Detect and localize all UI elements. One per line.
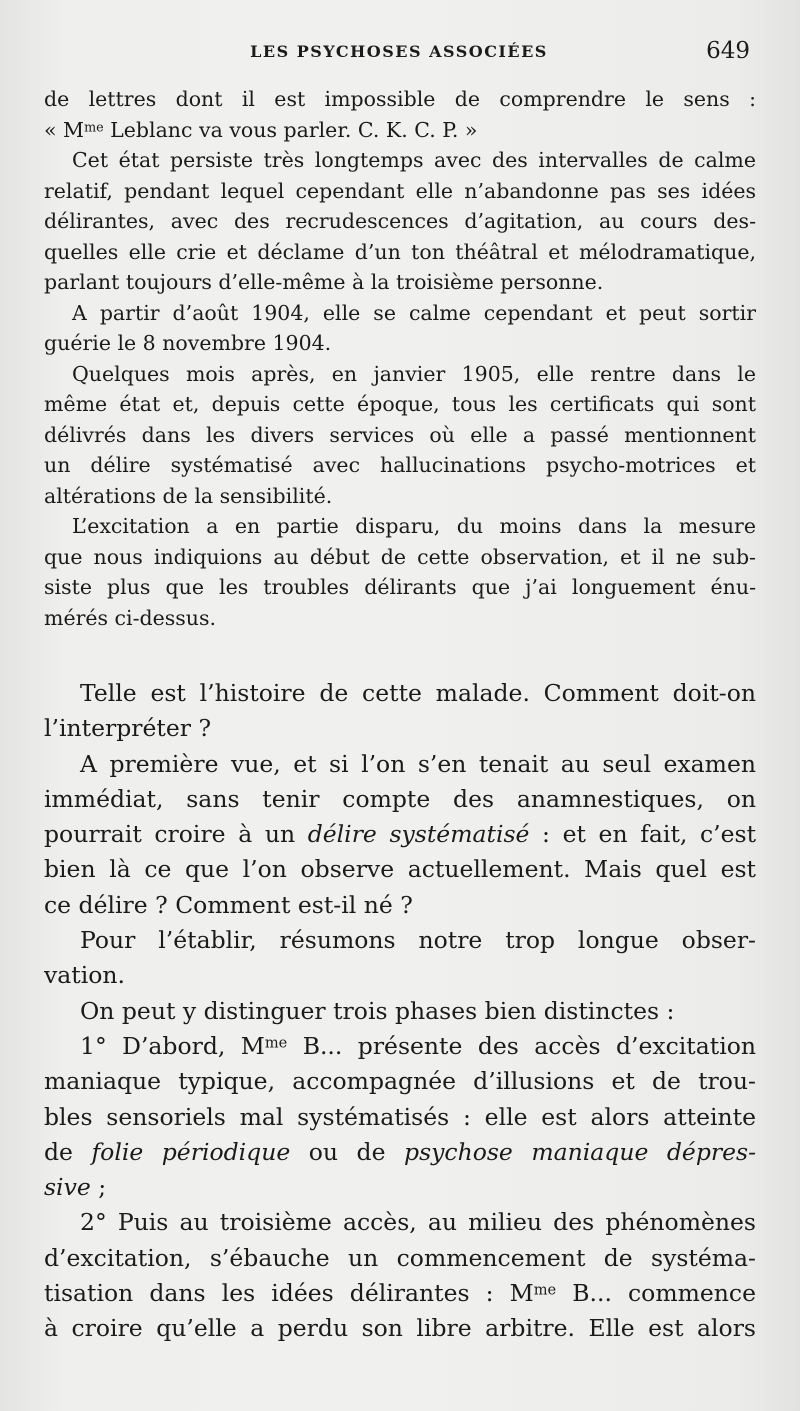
text-line: de folie périodique ou de psychose maniaque dépres- bbox=[44, 1137, 756, 1166]
text-line: bles sensoriels mal systématisés : elle est alors atteinte bbox=[44, 1102, 756, 1131]
running-head: LES PSYCHOSES ASSOCIÉES bbox=[250, 42, 548, 61]
text-line: A première vue, et si l’on s’en tenait au seul examen bbox=[80, 749, 756, 778]
text-line: quelles elle crie et déclame d’un ton théâtral et mélodramatique, bbox=[44, 239, 756, 264]
text-line: Cet état persiste très longtemps avec des intervalles de calme bbox=[72, 148, 756, 172]
text-line: même état et, depuis cette époque, tous les certificats qui sont bbox=[44, 392, 756, 416]
text-line: siste plus que les troubles délirants que j’ai longuement énu- bbox=[44, 575, 756, 599]
text-line: immédiat, sans tenir compte des anamnestiques, on bbox=[44, 784, 756, 813]
text-line: délirantes, avec des recrudescences d’agitation, au cours des- bbox=[44, 209, 756, 233]
text-line: l’interpréter ? bbox=[44, 714, 212, 743]
text-line: A partir d’août 1904, elle se calme cependant et peut sortir bbox=[72, 300, 756, 325]
text-line: d’excitation, s’ébauche un commencement de systéma- bbox=[44, 1243, 756, 1272]
text-line: un délire systématisé avec hallucinations psycho-motrices et bbox=[44, 453, 756, 477]
page-number: 649 bbox=[706, 38, 750, 64]
text-line: à croire qu’elle a perdu son libre arbitre. Elle est alors bbox=[44, 1314, 756, 1343]
text-line: bien là ce que l’on observe actuellement. Mais quel est bbox=[44, 855, 756, 884]
text-line: 2° Puis au troisième accès, au milieu des phénomènes bbox=[80, 1208, 756, 1237]
text-line: altérations de la sensibilité. bbox=[44, 483, 333, 508]
text-line: maniaque typique, accompagnée d’illusions et de trou- bbox=[44, 1067, 756, 1096]
text-line: ce délire ? Comment est-il né ? bbox=[44, 890, 413, 919]
text-line: de lettres dont il est impossible de comprendre le sens : bbox=[44, 87, 756, 111]
text-line: « $M^{me}$ Leblanc va vous parler. C. K. C. P. » bbox=[44, 117, 478, 142]
case-observation-text bbox=[44, 84, 756, 633]
text-line: parlant toujours d’elle-même à la troisième personne. bbox=[44, 270, 604, 294]
text-line: relatif, pendant lequel cependant elle n’abandonne pas ses idées bbox=[44, 178, 756, 203]
text-line: L’excitation a en partie disparu, du moins dans la mesure bbox=[72, 514, 756, 538]
text-line: sive ; bbox=[44, 1173, 107, 1202]
text-line: délivrés dans les divers services où elle a passé mentionnent bbox=[44, 422, 756, 447]
text-line: Telle est l’histoire de cette malade. Comment doit-on bbox=[80, 679, 756, 707]
text-line: Pour l’établir, résumons notre trop longue obser- bbox=[80, 926, 756, 955]
text-line: que nous indiquions au début de cette observation, et il ne sub- bbox=[44, 544, 756, 569]
text-line: guérie le 8 novembre 1904. bbox=[44, 331, 332, 355]
page-header bbox=[46, 38, 752, 68]
text-line: mérés ci-dessus. bbox=[44, 605, 217, 630]
text-line: On peut y distinguer trois phases bien distinctes : bbox=[80, 996, 675, 1025]
text-line: vation. bbox=[44, 961, 125, 990]
text-line: 1° D’abord, $M^{me}$ B... présente des accès d’excitation bbox=[80, 1031, 756, 1060]
text-line: Quelques mois après, en janvier 1905, elle rentre dans le bbox=[72, 361, 756, 386]
text-line: pourrait croire à un délire systématisé : et en fait, c’est bbox=[44, 820, 756, 849]
text-line: tisation dans les idées délirantes : $M^{me}$ B... commence bbox=[44, 1279, 756, 1308]
discussion-text bbox=[44, 676, 756, 1347]
